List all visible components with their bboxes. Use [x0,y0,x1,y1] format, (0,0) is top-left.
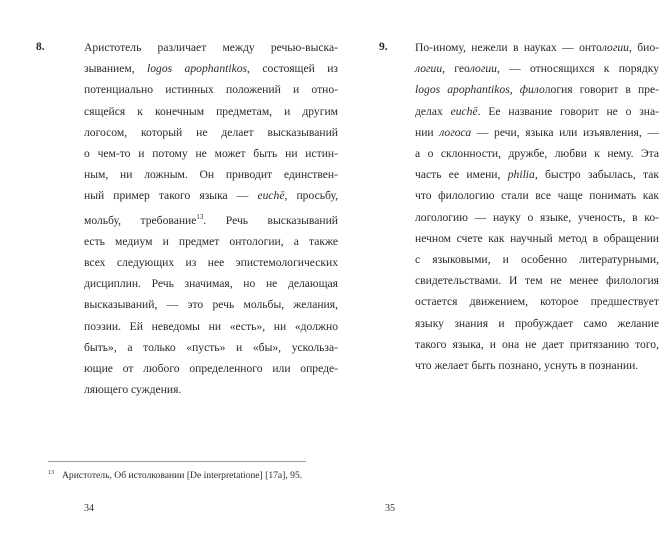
text-line: дисциплин. Речь значимая, но не делающая [84,277,338,291]
text-line: потенциально истинных положений и отно- [84,83,338,97]
text-line: часть ее имени, philia, быстро забылась, так [415,168,659,182]
text-line: остается движением, которое предшествует [415,295,659,309]
text-line: а о склонности, дружбе, любви к нему. Эта [415,147,659,161]
text-line: быть», а только «пусть» и «бы», ускольза- [84,340,338,354]
text-line: логосом, который не делает высказываний [84,125,338,139]
italic-term: euchē [257,189,285,203]
text-line: что филологию стали все чаще понимать как [415,189,659,203]
text-line: ный пример такого языка — euchē, просьбу, [84,189,338,203]
text-line: ным, ни ложным. Он приводит единствен- [84,168,338,182]
text-line: что желает быть познано, уснуть в познании. [415,359,639,373]
text-line: такого языка, и она не дает притязанию того, [415,337,659,351]
text-line: Аристотель различает между речью-выска- [84,41,338,54]
text-line: По-иному, нежели в науках — онтологии, био- [415,41,660,54]
text-line: свидетельствами. И тем не менее филология [415,274,659,288]
page-number: 34 [84,503,94,514]
text-line: логии, геологии, — относящихся к порядку [415,62,659,76]
section-body [415,37,659,376]
text-line: всех следующих из нее эпистемологических [84,256,338,270]
footnote-ref[interactable]: 13 [196,212,204,221]
page-number: 35 [385,503,395,514]
footnote-divider [48,461,306,462]
text-line: нии логоса — речи, языка или изъявления, — [415,125,659,139]
footnote-marker: 13 [48,470,54,476]
text-line: сящейся к конечным предметам, и другим [84,104,338,118]
footnote-text: Аристотель, Об истолковании [De interpretatione] [17a], 95. [62,470,303,481]
text-line: высказываний, — это речь мольбы, желания, [84,298,338,312]
text-line: нечном счете как научный метод в обращении [415,231,659,245]
text-line: о чем-то и потому не может быть ни истин- [84,147,338,161]
section-number: 8. [36,41,45,53]
italic-term: logos apophantikos [147,62,248,76]
text-line: ляющего суждения. [84,383,182,397]
text-line: мольбу, требование$^{13}$. Речь высказываний [84,212,339,227]
text-line: логологию — науку о языке, ученость, в ко- [415,210,659,224]
right-page [331,0,662,540]
text-line: языку знания и пробуждает само желание [415,316,659,330]
text-line: с языковыми, и особенно литературными, [415,253,659,267]
section-number: 9. [379,41,388,53]
text-line: поэзии. Ей неведомы ни «есть», ни «должно [84,319,338,333]
footnote [48,467,302,482]
section-body [84,37,338,400]
text-line: делах euchē. Ее название говорит не о зна- [415,104,659,118]
text-line: logos apophantikos, филология говорит в пре- [415,83,659,97]
text-line: ющие от любого определенного или опреде- [84,362,338,376]
text-line: зыванием, logos apophantikos, состоящей из [84,62,338,76]
text-line: есть медиум и предмет онтологии, а также [84,234,338,248]
